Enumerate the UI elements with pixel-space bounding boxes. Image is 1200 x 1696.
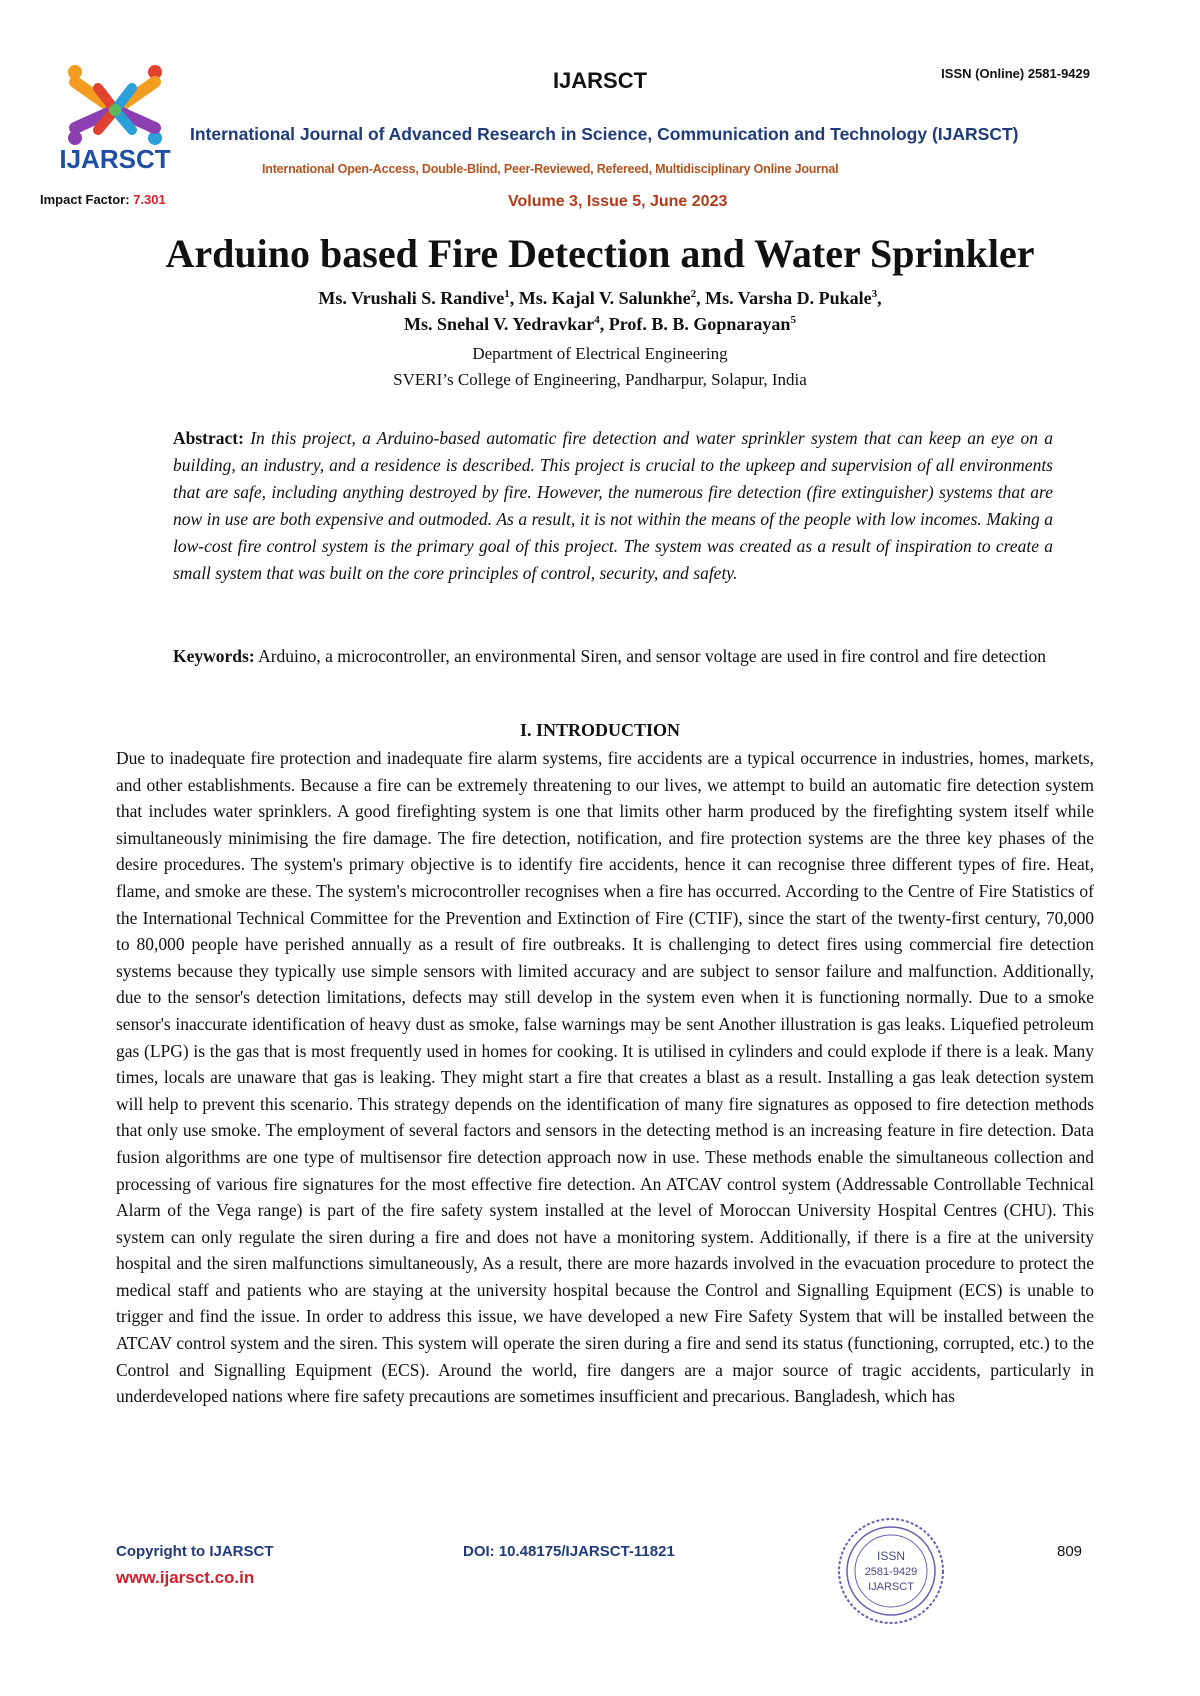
svg-text:2581-9429: 2581-9429	[864, 1566, 918, 1578]
affiliation-college: SVERI’s College of Engineering, Pandharpur, Solapur, India	[393, 370, 807, 389]
author-mark: 4	[594, 314, 600, 326]
journal-name: International Journal of Advanced Research in Science, Communication and Technology (IJARSCT)	[190, 124, 1019, 144]
page-number: 809	[1057, 1543, 1083, 1560]
svg-text:ISSN: ISSN	[876, 1549, 906, 1563]
author-mark: 1	[504, 288, 510, 300]
section-heading-introduction: I. INTRODUCTION	[519, 720, 681, 740]
issn-label: ISSN (Online) 2581-9429	[941, 66, 1090, 81]
paper-title: Arduino based Fire Detection and Water Sprinkler	[165, 231, 1035, 276]
keywords-text: Arduino, a microcontroller, an environmental Siren, and sensor voltage are used in fire control and fire detection	[254, 646, 1047, 666]
authors-line-1: Ms. Vrushali S. Randive$^1$, Ms. Kajal V. Salunkhe$^2$, Ms. Varsha D. Pukale$^3$,	[318, 288, 882, 308]
author-mark: 2	[690, 288, 697, 300]
footer-copyright: Copyright to IJARSCT	[116, 1543, 274, 1560]
issn-seal-icon	[836, 1516, 946, 1626]
authors-line-2: Ms. Snehal V. Yedravkar$^4$, Prof. B. B. Gopnarayan$^5$	[404, 314, 796, 334]
impact-factor-value: 7.301	[133, 192, 166, 207]
journal-code: IJARSCT	[552, 68, 648, 93]
author-name: Ms. Vrushali S. Randive	[318, 288, 505, 308]
introduction-body: Due to inadequate fire protection and inadequate fire alarm systems, fire accidents are a typical occurrence in industries, homes, markets, and other establishments. Because a fire can be extremely threatening to our lives, we attempt to build an automatic fire detection system that includes water sprinklers. A good firefighting system is one that limits other harm produced by the firefighting system itself while simultaneously minimising the fire damage. The fire detection, notification, and fire protection systems are the three key phases of the desire procedures. The system's primary objective is to identify fire accidents, hence it can recognise three different types of fire. Heat, flame, and smoke are these. The system's microcontroller recognises when a fire has occurred. According to the Centre of Fire Statistics of the International Technical Committee for the Prevention and Extinction of Fire (CTIF), since the start of the twenty-first century, 70,000 to 80,000 people have perished annually as a result of fire outbreaks. It is challenging to detect fires using commercial fire detection systems because they typically use simple sensors with limited accuracy and are subject to sensor failure and malfunction. Additionally, due to the sensor's detection limitations, defects may still develop in the system even when it is functioning normally. Due to a smoke sensor's inaccurate identification of heavy dust as smoke, false warnings may be sent Another illustration is gas leaks. Liquefied petroleum gas (LPG) is the gas that is most frequently used in homes for cooking. It is utilised in cylinders and could explode if there is a leak. Many times, locals are unaware that gas is leaking. They might start a fire that creates a blast as a result. Installing a gas leak detection system will help to prevent this scenario. This strategy depends on the identification of many fire signatures as opposed to fire detection methods that only use smoke. The employment of several factors and sensors in the detecting method is an increasing feature in fire detection. Data fusion algorithms are one type of multisensor fire detection approach now in use. These methods enable the simultaneous collection and processing of various fire signatures for the most effective fire detection. An ATCAV control system (Addressable Controllable Technical Alarm of the Vega range) is part of the fire safety system installed at the level of Moroccan University Hospital Centres (CHU). This system can only regulate the siren during a fire and does not have a monitoring system. Additionally, if there is a fire at the university hospital and the siren malfunctions simultaneously, As a result, there are more hazards involved in the evacuation procedure to protect the medical staff and patients who are staying at the university hospital because the Control and Signalling Equipment (ECS) is unable to trigger and find the issue. In order to address this issue, we have developed a new Fire Safety System that will be installed between the ATCAV control system and the siren. This system will operate the siren during a fire and send its status (functioning, corrupted, etc.) to the Control and Signalling Equipment (ECS). Around the world, fire dangers are a major source of tragic accidents, particularly in underdeveloped nations where fire safety precautions are sometimes insufficient and precarious. Bangladesh, which has	[116, 748, 1094, 1407]
impact-factor	[40, 192, 166, 207]
abstract	[173, 425, 1053, 587]
logo-text: IJARSCT	[59, 144, 171, 174]
svg-text:IJARSCT: IJARSCT	[868, 1581, 914, 1593]
abstract-text: In this project, a Arduino-based automatic fire detection and water sprinkler system that can keep an eye on a building, an industry, and a residence is described. This project is crucial to the upkeep and supervision of all environments that are safe, including anything destroyed by fire. However, the numerous fire detection (fire extinguisher) systems that are now in use are both expensive and outmoded. As a result, it is not within the means of the people with low incomes. Making a low-cost fire control system is the primary goal of this project. The system was created as a result of inspiration to create a small system that was built on the core principles of control, security, and safety.	[173, 428, 1053, 583]
footer-website-link[interactable]: www.ijarsct.co.in	[116, 1568, 255, 1587]
keywords	[173, 643, 1053, 670]
author-mark: 3	[871, 288, 878, 300]
affiliation-department: Department of Electrical Engineering	[472, 344, 728, 363]
author-name: Ms. Kajal V. Salunkhe	[518, 288, 691, 308]
journal-tagline: International Open-Access, Double-Blind, Peer-Reviewed, Refereed, Multidisciplinary Online Journal	[262, 162, 839, 176]
author-name: Prof. B. B. Gopnarayan	[608, 314, 791, 334]
volume-issue: Volume 3, Issue 5, June 2023	[508, 193, 728, 210]
keywords-label: Keywords:	[173, 646, 255, 666]
abstract-label: Abstract:	[173, 428, 244, 448]
footer-doi: DOI: 10.48175/IJARSCT-11821	[463, 1543, 675, 1560]
author-name: Ms. Snehal V. Yedravkar	[404, 314, 595, 334]
author-name: Ms. Varsha D. Pukale	[705, 288, 872, 308]
impact-factor-label: Impact Factor:	[40, 192, 134, 207]
author-mark: 5	[790, 314, 796, 326]
